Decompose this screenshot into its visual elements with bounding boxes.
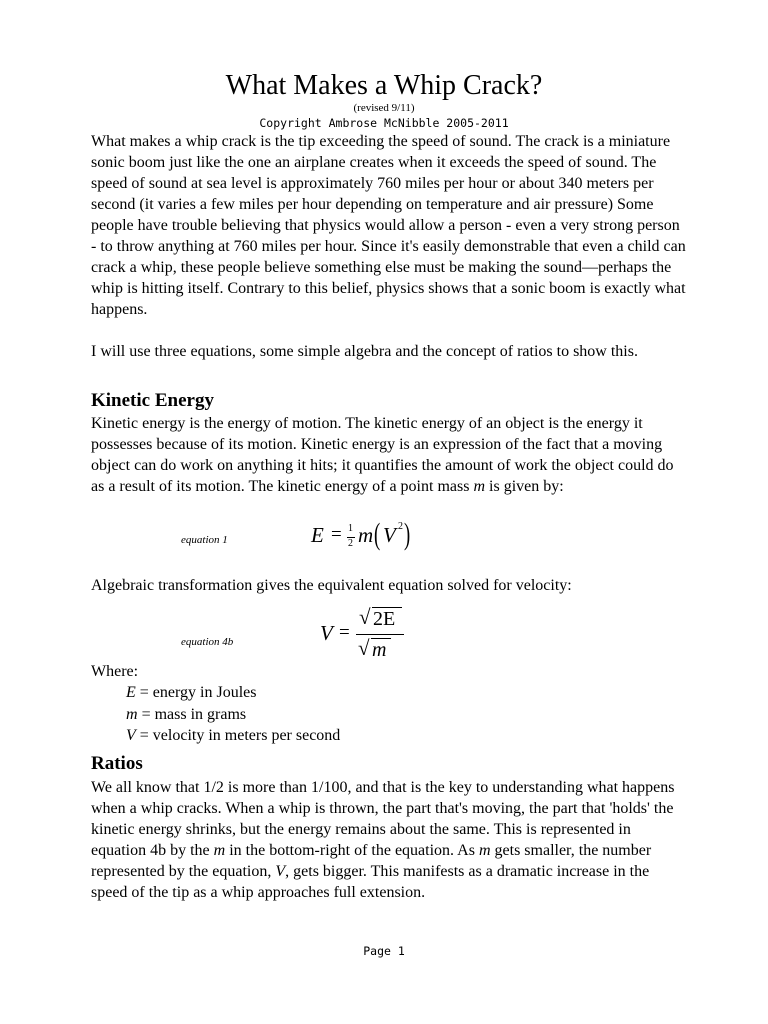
kinetic-energy-paragraph — [91, 413, 687, 497]
eq1-paren-open: ( — [374, 516, 381, 551]
ratios-var-V: V — [275, 863, 286, 880]
where-label: Where: — [91, 663, 139, 680]
revision-note: (revised 9/11) — [353, 102, 415, 114]
copyright-line: Copyright Ambrose McNibble 2005-2011 — [259, 116, 509, 130]
ratios-paragraph — [91, 777, 687, 903]
where-desc-V: = velocity in meters per second — [139, 727, 341, 744]
eq4b-num — [373, 608, 395, 631]
where-item-velocity — [126, 725, 340, 746]
ratios-text-4: , gets bigger. This manifests as a dramatic increase in the speed of the tip as a whip approaches full extension. — [91, 863, 650, 901]
where-item-mass — [126, 704, 246, 725]
intro-paragraph: What makes a whip crack is the tip exceeding the speed of sound. The crack is a miniature sonic boom just like the one an airplane creates when it exceeds the speed of sound. The speed of sound at sea level is approximately 760 miles per hour or about 340 meters per second (it varies a few miles per hour depending on temperature and air pressure) Some people have trouble believing that physics would allow a person - even a very strong person - to throw anything at 760 miles per hour. Since it's easily demonstrable that even a child can crack a whip, these people believe something else must be making the sound—perhaps the whip is hitting itself. Contrary to this belief, physics shows that a sonic boom is exactly what happens. — [91, 133, 686, 318]
document-title: What Makes a Whip Crack? — [225, 70, 543, 101]
ratios-text-3: gets smaller, the number represented by the equation, — [91, 842, 652, 880]
where-var-V: V — [126, 727, 136, 744]
eq4b-lhs: V — [320, 621, 333, 645]
eq4b-num-text: 2E — [373, 608, 396, 630]
eq1-paren-close: ) — [404, 516, 411, 551]
algebra-paragraph: Algebraic transformation gives the equivalent equation solved for velocity: — [91, 577, 572, 594]
section-heading-ratios: Ratios — [91, 753, 143, 774]
where-var-E: E — [126, 684, 136, 701]
eq1-velocity: V — [383, 523, 396, 547]
ratios-text-2: in the bottom-right of the equation. As — [229, 842, 475, 859]
intro-paragraph-2: I will use three equations, some simple algebra and the concept of ratios to show this. — [91, 343, 638, 360]
where-desc-m: = mass in grams — [141, 706, 247, 723]
eq1-mass: m — [358, 523, 374, 547]
ratios-var-m-1: m — [213, 842, 226, 859]
eq4b-den-sqrt: √ — [358, 636, 370, 660]
eq1-lhs: E — [311, 523, 324, 547]
var-m: m — [473, 478, 486, 495]
kinetic-text-2: is given by: — [489, 478, 564, 495]
equation-4b — [320, 605, 420, 665]
equation-1-label: equation 1 — [181, 534, 228, 546]
eq4b-den: m — [372, 639, 387, 661]
equation-1 — [311, 518, 421, 558]
eq4b-equals: = — [339, 622, 350, 643]
where-desc-E: = energy in Joules — [139, 684, 257, 701]
eq1-frac-num: 1 — [348, 523, 353, 534]
eq4b-num-sqrt: √ — [359, 605, 371, 629]
ratios-var-m-2: m — [478, 842, 491, 859]
where-var-m: m — [126, 706, 138, 723]
eq1-frac-den: 2 — [348, 538, 353, 549]
kinetic-text-1: Kinetic energy is the energy of motion. The kinetic energy of an object is the energy it possesses because of its motion. Kinetic energy is an expression of the fact that a moving object can do work on anything it hits; it quantifies the amount of work the object could do as a result of its motion. The kinetic energy of a point mass — [91, 415, 674, 495]
eq1-exponent: 2 — [398, 521, 403, 532]
ratios-text-1: We all know that 1/2 is more than 1/100, and that is the key to understanding what happens when a whip cracks. When a whip is thrown, the part that's moving, the part that 'holds' the kinetic energy shrinks, but the energy remains about the same. This is represented in equation 4b by the — [91, 779, 675, 859]
eq1-equals: = — [331, 524, 342, 545]
where-item-energy — [126, 682, 257, 703]
section-heading-kinetic-energy: Kinetic Energy — [91, 390, 214, 411]
eq4b-frac-bar — [356, 634, 404, 635]
page-number: Page 1 — [363, 944, 405, 958]
equation-4b-label: equation 4b — [181, 636, 234, 648]
